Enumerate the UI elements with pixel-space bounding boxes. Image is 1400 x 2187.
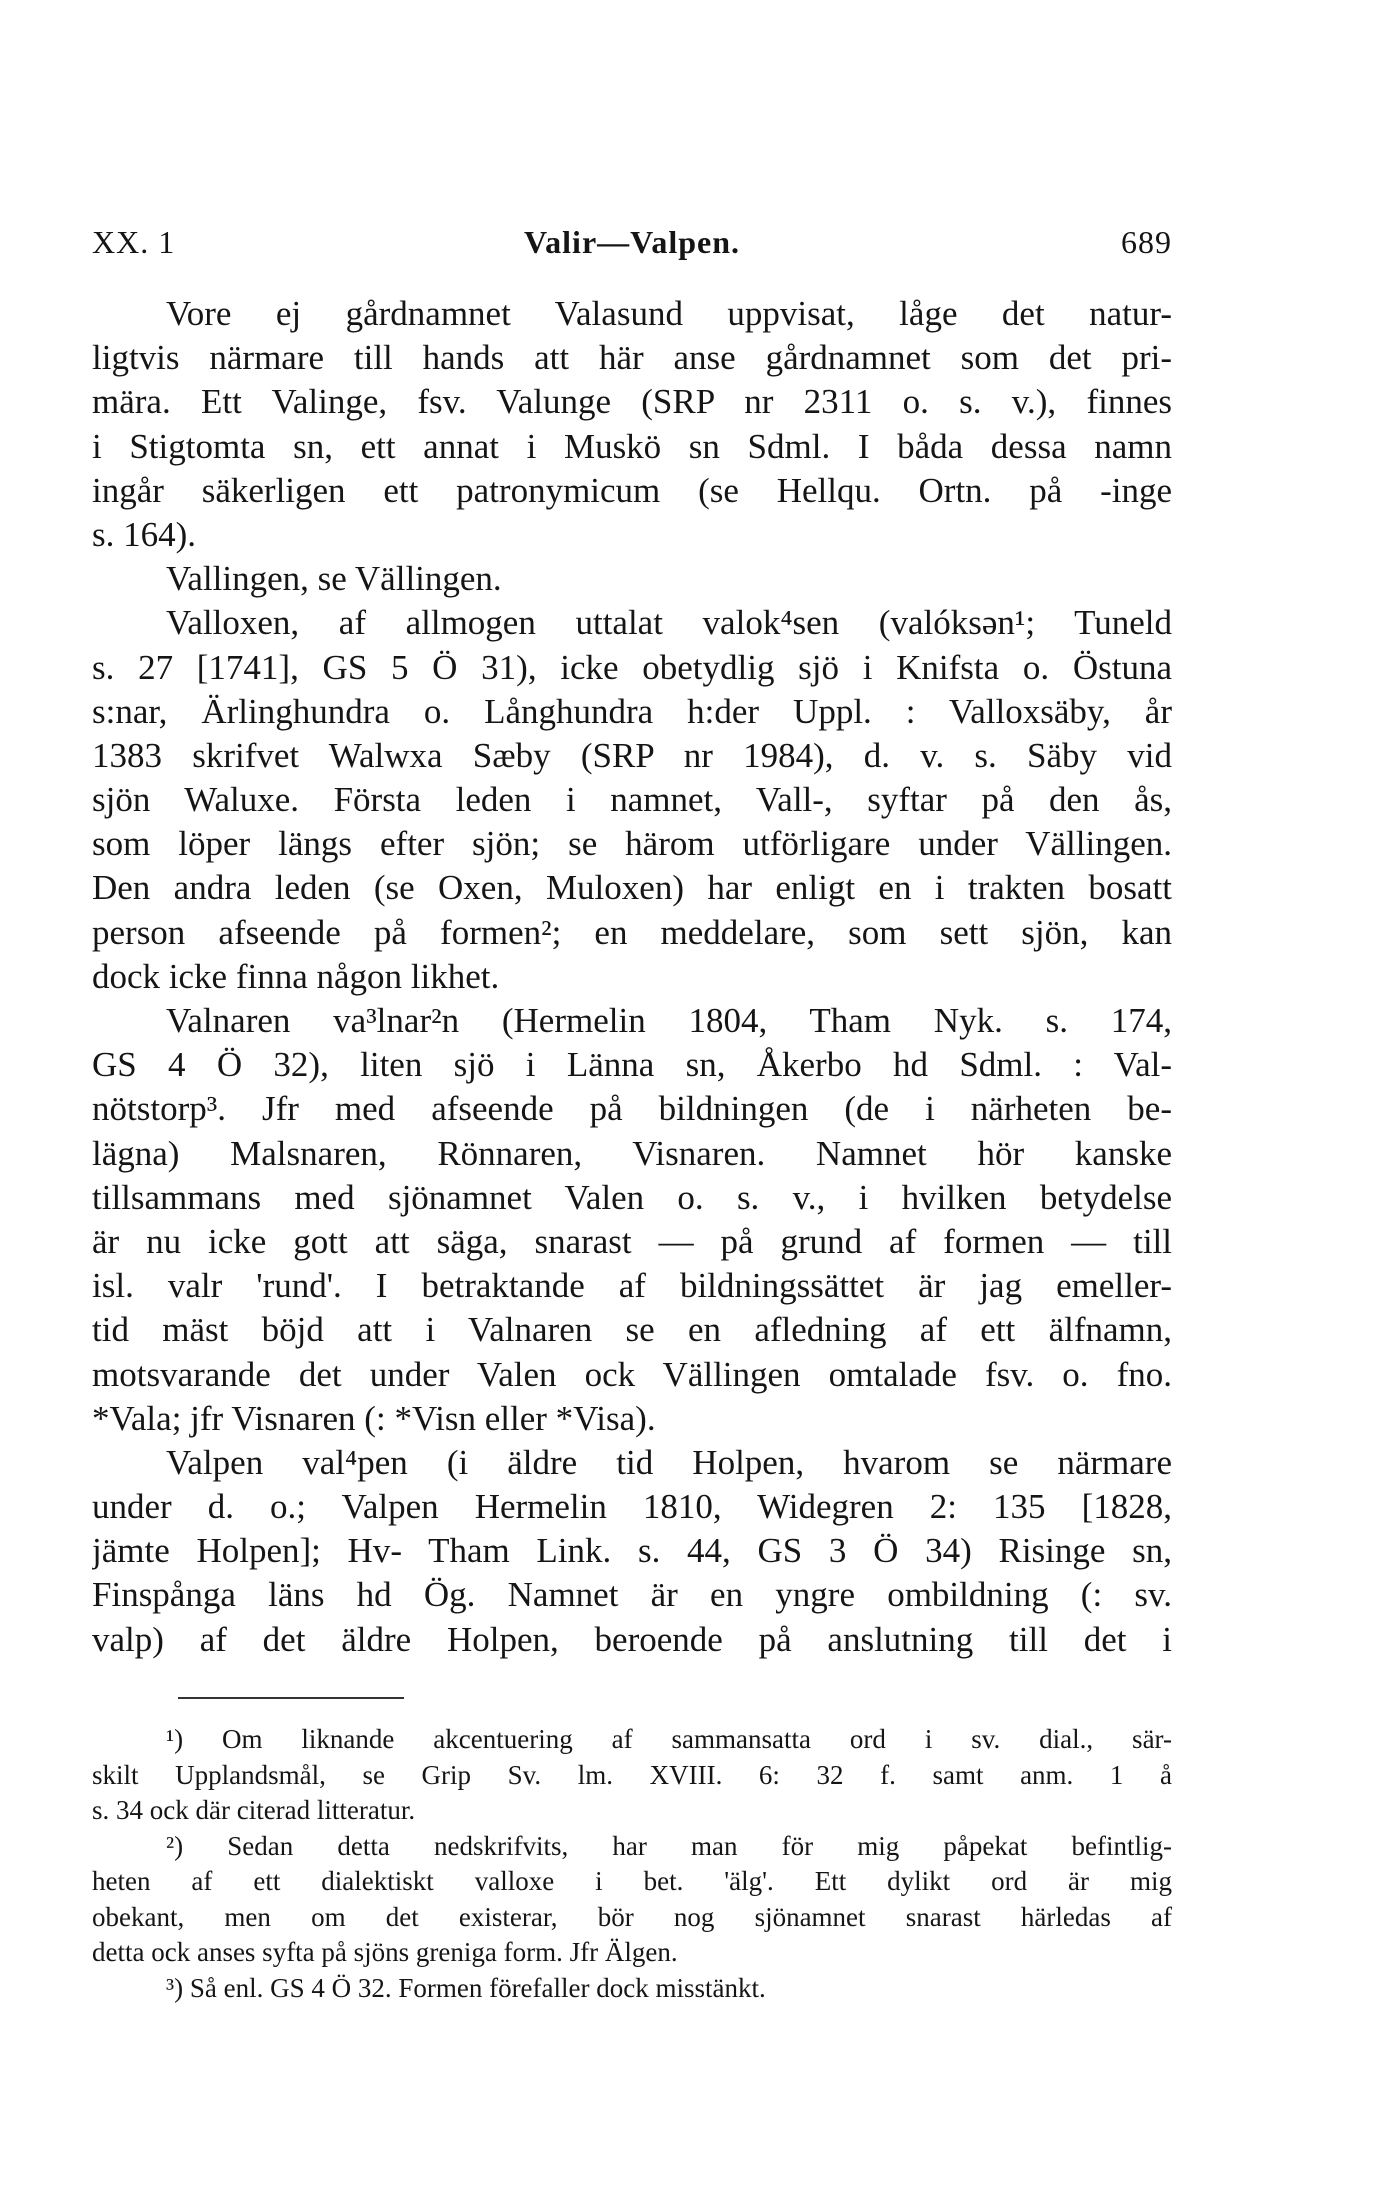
footnote-1: ¹) Om liknande akcentuering af sammansatta ord i sv. dial., sär- bbox=[166, 1724, 1172, 1754]
page-number: 689 bbox=[1121, 224, 1172, 260]
text-line: som löper längs efter sjön; se härom utförligare under Vällingen. bbox=[92, 824, 1172, 864]
entry-valloxen: Valloxen, af allmogen uttalat valok⁴sen (valóksən¹; Tuneld bbox=[166, 603, 1172, 643]
text-line: dock icke finna någon likhet. bbox=[92, 956, 500, 996]
text-line: lägna) Malsnaren, Rönnaren, Visnaren. Namnet hör kanske bbox=[92, 1133, 1172, 1173]
text-line: isl. valr 'rund'. I betraktande af bildningssättet är jag emeller- bbox=[92, 1266, 1172, 1306]
running-title: Valir—Valpen. bbox=[523, 224, 740, 260]
text-line: s. 164). bbox=[92, 514, 197, 554]
text-line: mära. Ett Valinge, fsv. Valunge (SRP nr 2311 o. s. v.), finnes bbox=[92, 382, 1172, 422]
text-line: jämte Holpen]; Hv- Tham Link. s. 44, GS 3 Ö 34) Risinge sn, bbox=[92, 1531, 1172, 1571]
text-line: person afseende på formen²; en meddelare, som sett sjön, kan bbox=[92, 912, 1172, 952]
running-head bbox=[92, 224, 1172, 272]
footnote-line: s. 34 ock där citerad litteratur. bbox=[92, 1795, 416, 1825]
main-text bbox=[92, 292, 1172, 1662]
footnote-3: ³) Så enl. GS 4 Ö 32. Formen förefaller dock misstänkt. bbox=[166, 1972, 766, 2003]
text-line: motsvarande det under Valen ock Vällingen omtalade fsv. o. fno. bbox=[92, 1354, 1172, 1394]
text-line: 1383 skrifvet Walwxa Sæby (SRP nr 1984), d. v. s. Säby vid bbox=[92, 735, 1172, 775]
text-line: s. 27 [1741], GS 5 Ö 31), icke obetydlig sjö i Knifsta o. Östuna bbox=[92, 647, 1172, 687]
text-line: i Stigtomta sn, ett annat i Muskö sn Sdml. I båda dessa namn bbox=[92, 426, 1172, 466]
text-line: nötstorp³. Jfr med afseende på bildningen (de i närheten be- bbox=[92, 1089, 1172, 1129]
text-line: är nu icke gott att säga, snarast — på grund af formen — till bbox=[92, 1221, 1172, 1261]
text-line: Finspånga läns hd Ög. Namnet är en yngre ombildning (: sv. bbox=[92, 1575, 1172, 1615]
text-line: tillsammans med sjönamnet Valen o. s. v., i hvilken betydelse bbox=[92, 1177, 1172, 1217]
text-line: s:nar, Ärlinghundra o. Långhundra h:der Uppl. : Valloxsäby, år bbox=[92, 691, 1172, 731]
footnote-separator bbox=[178, 1697, 404, 1699]
text-line: valp) af det äldre Holpen, beroende på anslutning till det i bbox=[92, 1619, 1172, 1659]
entry-vallingen: Vallingen, se Vällingen. bbox=[166, 559, 502, 599]
chapter-number: XX. 1 bbox=[92, 224, 176, 260]
footnote-line: heten af ett dialektiskt valloxe i bet. 'älg'. Ett dylikt ord är mig bbox=[92, 1866, 1172, 1896]
footnote-2: ²) Sedan detta nedskrifvits, har man för mig påpekat befintlig- bbox=[166, 1830, 1172, 1861]
entry-valnaren: Valnaren va³lnar²n (Hermelin 1804, Tham Nyk. s. 174, bbox=[166, 1001, 1172, 1040]
text-line: ligtvis närmare till hands att här anse gårdnamnet som det pri- bbox=[92, 338, 1172, 378]
text-line: *Vala; jfr Visnaren (: *Visn eller *Visa). bbox=[92, 1398, 656, 1438]
footnote-line: detta ock anses syfta på sjöns greniga form. Jfr Älgen. bbox=[92, 1937, 678, 1967]
text-line: sjön Waluxe. Första leden i namnet, Vall-, syftar på den ås, bbox=[92, 780, 1172, 820]
footnote-line: obekant, men om det existerar, bör nog sjönamnet snarast härledas af bbox=[92, 1901, 1172, 1932]
text-line: GS 4 Ö 32), liten sjö i Länna sn, Åkerbo hd Sdml. : Val- bbox=[92, 1045, 1172, 1085]
footnote-line: skilt Upplandsmål, se Grip Sv. lm. XVIII. 6: 32 f. samt anm. 1 å bbox=[92, 1759, 1172, 1790]
text-line: Vore ej gårdnamnet Valasund uppvisat, låge det natur- bbox=[166, 294, 1172, 333]
footnotes bbox=[92, 1722, 1172, 2006]
entry-valpen: Valpen val⁴pen (i äldre tid Holpen, hvarom se närmare bbox=[166, 1442, 1172, 1482]
text-line: Den andra leden (se Oxen, Muloxen) har enligt en i trakten bosatt bbox=[92, 868, 1172, 908]
text-line: ingår säkerligen ett patronymicum (se Hellqu. Ortn. på -inge bbox=[92, 470, 1172, 510]
text-line: tid mäst böjd att i Valnaren se en afledning af ett älfnamn, bbox=[92, 1310, 1172, 1350]
text-line: under d. o.; Valpen Hermelin 1810, Widegren 2: 135 [1828, bbox=[92, 1487, 1172, 1527]
